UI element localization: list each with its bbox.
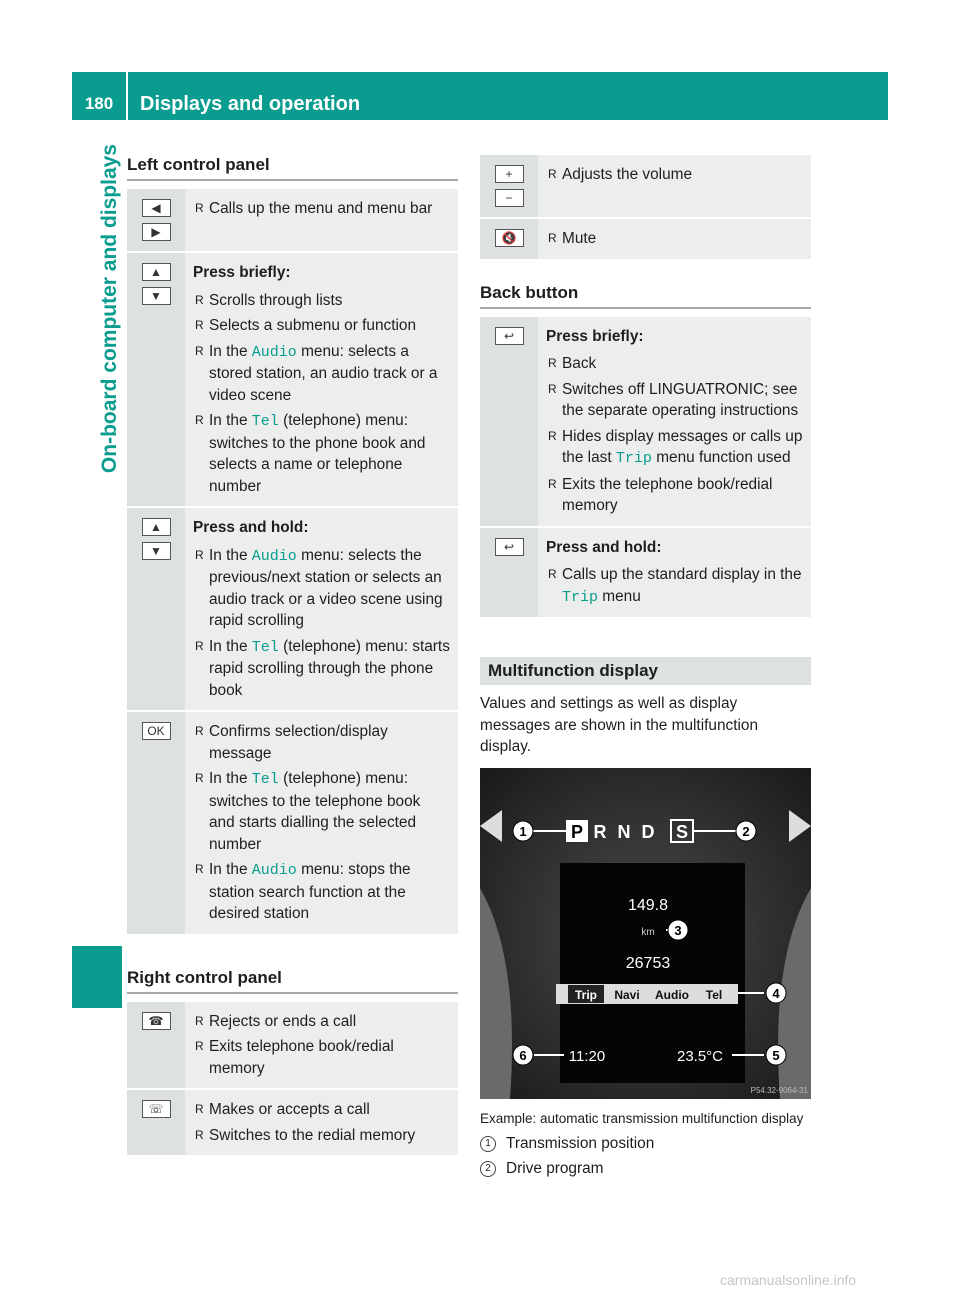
- item-text: Hides display messages or calls up the last: [562, 427, 803, 466]
- table-row: [480, 155, 811, 219]
- description-cell: [185, 1090, 458, 1155]
- button-key-icon: ↩: [495, 538, 524, 556]
- item-text: In the: [209, 861, 252, 878]
- list-item: R Exits telephone book/redial memory: [193, 1036, 450, 1079]
- table-row: [127, 712, 458, 936]
- item-text: In the: [209, 342, 252, 360]
- bullet-list: [193, 1011, 450, 1080]
- multifunction-text: Values and settings as well as display messages are shown in the multifunction display.: [480, 695, 759, 755]
- list-item: R Selects a submenu or function: [193, 315, 450, 337]
- button-key-icon: ▼: [142, 287, 171, 305]
- menu-name: Audio: [251, 343, 297, 361]
- item-text: In the: [209, 770, 252, 787]
- list-item: R Back: [546, 353, 803, 375]
- list-item: R Calls up the menu and menu bar: [193, 198, 450, 220]
- key-cell: [480, 155, 538, 217]
- footer-watermark: carmanualsonline.info: [720, 1272, 857, 1288]
- menu-audio: Audio: [655, 987, 689, 1002]
- press-type-heading: Press and hold:: [546, 538, 662, 556]
- list-item: R Switches off LINGUATRONIC; see the separate operating instructions: [546, 379, 803, 422]
- item-text: In the: [209, 546, 252, 564]
- section-marker: [72, 946, 122, 1008]
- description-cell: [185, 253, 458, 506]
- header-divider: [126, 72, 128, 120]
- end-call-icon: ☎: [142, 1012, 171, 1030]
- display-speed: 149.8: [627, 896, 669, 914]
- legend-number: 2: [480, 1161, 496, 1177]
- item-text: menu: [598, 587, 641, 605]
- bullet-list: [193, 721, 450, 925]
- legend-number: 1: [480, 1136, 496, 1152]
- page-number: 180: [84, 94, 114, 113]
- section-tab-label: On-board computer and displays: [98, 144, 121, 474]
- button-key-icon: ▲: [142, 518, 171, 536]
- item-text: (telephone) menu: switches to the telephone book and starts dialling the selected number: [209, 770, 421, 853]
- display-odometer: 26753: [625, 954, 671, 972]
- description-cell: [538, 219, 811, 259]
- table-row: [127, 189, 458, 253]
- key-cell: [480, 219, 538, 259]
- page-title: Displays and operation: [140, 93, 361, 115]
- key-cell: [480, 528, 538, 618]
- description-cell: [538, 155, 811, 217]
- bullet-list: [193, 545, 450, 702]
- press-type-heading: Press briefly:: [193, 264, 291, 281]
- multifunction-display-figure: [480, 768, 811, 1099]
- left-panel-table: [127, 189, 458, 936]
- list-item: [193, 768, 450, 855]
- gear-n: N: [617, 821, 631, 842]
- back-button-heading: Back button: [480, 283, 811, 309]
- gear-d: D: [641, 821, 655, 842]
- left-column: [127, 155, 458, 1157]
- list-item: [546, 426, 803, 470]
- menu-trip: Trip: [574, 987, 598, 1002]
- bullet-list: [546, 164, 803, 186]
- list-item: [193, 545, 450, 632]
- page-header: [72, 72, 888, 120]
- button-key-icon: −: [495, 189, 524, 207]
- button-key-icon: +: [495, 165, 524, 183]
- button-key-icon: OK: [142, 722, 171, 740]
- display-time: 11:20: [568, 1047, 606, 1065]
- table-row: [480, 528, 811, 620]
- list-item: R Switches to the redial memory: [193, 1125, 450, 1147]
- list-item: [193, 636, 450, 702]
- list-item: R Rejects or ends a call: [193, 1011, 450, 1033]
- table-row: [127, 1090, 458, 1157]
- key-cell: [127, 253, 185, 506]
- list-item: R Mute: [546, 228, 803, 250]
- button-key-icon: ↩: [495, 327, 524, 345]
- menu-navi: Navi: [614, 987, 640, 1002]
- description-cell: [185, 189, 458, 251]
- figure-code: P54.32-9064-31: [750, 1085, 808, 1095]
- right-panel-table: [127, 1002, 458, 1158]
- figure-caption: Example: automatic transmission multifunction display: [480, 1110, 804, 1126]
- description-cell: [185, 712, 458, 934]
- item-text: (telephone) menu: starts rapid scrolling through the phone book: [209, 637, 450, 699]
- menu-name: Tel: [251, 771, 279, 788]
- display-temperature: 23.5°C: [676, 1047, 724, 1065]
- button-key-icon: ▶: [142, 223, 171, 241]
- table-row: [127, 508, 458, 712]
- bullet-list: [546, 353, 803, 517]
- press-type-heading: Press and hold:: [193, 519, 309, 536]
- item-text: In the: [209, 412, 252, 429]
- legend-text: Transmission position: [506, 1134, 655, 1152]
- list-item: R Makes or accepts a call: [193, 1099, 450, 1121]
- menu-name: Tel: [251, 413, 279, 430]
- bullet-list: [193, 198, 450, 220]
- menu-name: Audio: [251, 862, 297, 879]
- button-key-icon: 🔇: [495, 229, 524, 247]
- callout-6: 6: [519, 1047, 527, 1063]
- callout-3: 3: [674, 922, 682, 938]
- key-cell: [127, 189, 185, 251]
- button-key-icon: ◀: [142, 199, 171, 217]
- table-row: [480, 317, 811, 528]
- multifunction-section: [480, 657, 811, 1180]
- key-cell: [127, 1090, 185, 1155]
- key-cell: [127, 1002, 185, 1089]
- gear-r: R: [593, 821, 607, 842]
- drive-program: S: [675, 821, 689, 842]
- accept-call-icon: ☏: [142, 1100, 171, 1118]
- list-item: [193, 341, 450, 407]
- list-item: R Adjusts the volume: [546, 164, 803, 186]
- button-key-icon: ▲: [142, 263, 171, 281]
- legend-item: [480, 1158, 811, 1180]
- list-item: R Exits the telephone book/redial memory: [546, 474, 803, 517]
- list-item: [193, 410, 450, 497]
- item-text: menu function used: [651, 449, 791, 466]
- menu-name: Audio: [251, 547, 297, 565]
- description-cell: [185, 1002, 458, 1089]
- callout-2: 2: [742, 823, 750, 839]
- item-text: menu: selects the previous/next station or selects an audio track or a video scene using rapid scrolling: [209, 546, 443, 629]
- description-cell: [538, 528, 811, 618]
- display-unit: km: [641, 926, 655, 938]
- item-text: (telephone) menu: switches to the phone book and selects a name or telephone number: [209, 412, 426, 495]
- list-item: [193, 859, 450, 925]
- description-cell: [538, 317, 811, 526]
- bullet-list: [193, 290, 450, 498]
- description-cell: [185, 508, 458, 710]
- right-column: [480, 155, 811, 1184]
- table-row: [480, 219, 811, 261]
- press-type-heading: Press briefly:: [546, 327, 644, 345]
- item-text: menu: stops the station search function at the desired station: [209, 861, 411, 922]
- multifunction-heading: Multifunction display: [480, 657, 811, 685]
- right-panel-heading: Right control panel: [127, 968, 458, 994]
- menu-name: Tel: [251, 638, 279, 656]
- back-button-table: [480, 317, 811, 620]
- section-tab: [72, 124, 122, 944]
- key-cell: [480, 317, 538, 526]
- list-item: R Scrolls through lists: [193, 290, 450, 312]
- menu-name: Trip: [562, 588, 599, 606]
- table-row: [127, 1002, 458, 1091]
- figure-legend: [480, 1133, 811, 1180]
- key-cell: [127, 712, 185, 934]
- callout-1: 1: [519, 823, 527, 839]
- list-item: [546, 564, 803, 608]
- item-text: Calls up the standard display in the: [562, 566, 802, 583]
- table-row: [127, 253, 458, 508]
- key-cell: [127, 508, 185, 710]
- list-item: R Confirms selection/display message: [193, 721, 450, 764]
- menu-tel: Tel: [705, 987, 723, 1002]
- gear-p: P: [570, 821, 584, 842]
- bullet-list: [193, 1099, 450, 1146]
- callout-4: 4: [772, 985, 780, 1001]
- volume-table: [480, 155, 811, 261]
- bullet-list: [546, 228, 803, 250]
- item-text: menu: selects a stored station, an audio track or a video scene: [209, 342, 438, 404]
- legend-item: [480, 1133, 811, 1155]
- callout-5: 5: [772, 1047, 780, 1063]
- item-text: In the: [209, 637, 252, 655]
- legend-text: Drive program: [506, 1160, 604, 1177]
- button-key-icon: ▼: [142, 542, 171, 560]
- left-panel-heading: Left control panel: [127, 155, 458, 181]
- menu-name: Trip: [615, 450, 652, 467]
- bullet-list: [546, 564, 803, 608]
